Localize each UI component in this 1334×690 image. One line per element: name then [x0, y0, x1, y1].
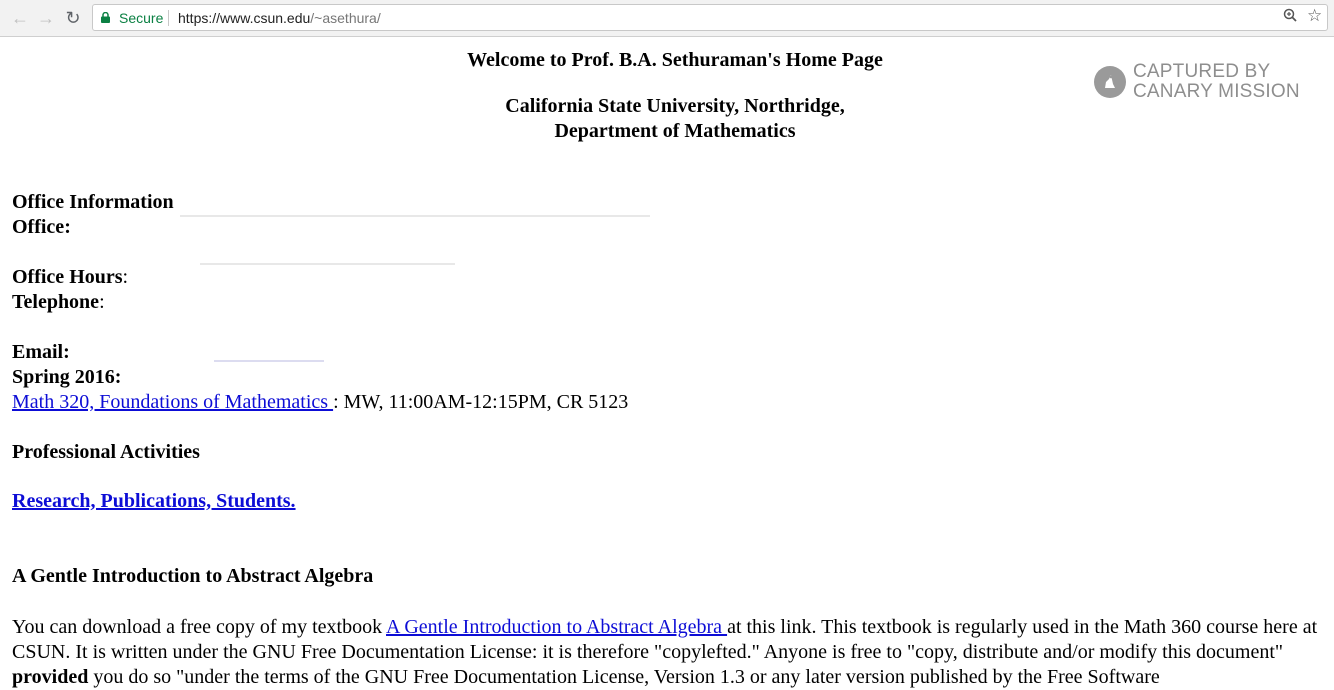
url-path: /~asethura/ [310, 10, 381, 26]
redacted-office [180, 215, 650, 217]
redacted-hours [200, 263, 455, 265]
telephone-row [12, 291, 105, 314]
office-hours-row [12, 266, 128, 289]
watermark-line-1: CAPTURED BY [1133, 61, 1271, 82]
research-row [12, 490, 296, 513]
browser-toolbar [0, 0, 1334, 37]
course-details: : MW, 11:00AM-12:15PM, CR 5123 [333, 391, 629, 413]
lock-icon [101, 12, 110, 23]
forward-arrow-icon[interactable]: → [37, 7, 55, 28]
telephone-label: Telephone [12, 291, 100, 313]
url-text[interactable] [178, 10, 381, 26]
watermark-text [1133, 62, 1300, 102]
semester-label: Spring 2016: [12, 366, 122, 388]
para-bold: provided [12, 666, 89, 688]
back-arrow-icon[interactable]: ← [11, 7, 29, 28]
email-label: Email: [12, 341, 70, 363]
reload-icon[interactable]: ↻ [65, 7, 81, 28]
institution-line-1: California State University, Northridge, [505, 95, 845, 117]
capture-watermark [1094, 63, 1314, 105]
course-row [12, 391, 628, 414]
office-hours-label: Office Hours [12, 266, 123, 288]
bookmark-star-icon[interactable]: ☆ [1307, 6, 1323, 25]
office-label: Office: [12, 216, 71, 238]
canary-logo-icon [1094, 66, 1126, 98]
address-separator [168, 10, 169, 26]
research-link[interactable]: Research, Publications, Students. [12, 490, 296, 512]
institution-line-2: Department of Mathematics [554, 120, 796, 142]
zoom-icon[interactable] [1283, 8, 1297, 26]
office-hours-colon: : [122, 266, 129, 288]
para-text-2: at this link. This textbook is regularly used in the Math 360 course here at CSUN. It is written under the GNU Free Documentation License: it is therefore "copylefted." Anyone is free to "copy, distribute and/or modify this document" [12, 616, 1318, 663]
secure-label: Secure [119, 10, 164, 26]
activities-heading: Professional Activities [12, 441, 200, 463]
office-info-heading: Office Information [12, 191, 174, 213]
para-text-1: You can download a free copy of my textbook [12, 616, 387, 638]
book-link[interactable]: A Gentle Introduction to Abstract Algebra [386, 616, 728, 638]
para-text-3: you do so "under the terms of the GNU Free Documentation License, Version 1.3 or any later version published by the Free Software [88, 666, 1160, 688]
page-content [0, 37, 1334, 688]
book-paragraph [12, 615, 1330, 690]
redacted-email [214, 360, 324, 362]
address-bar[interactable] [92, 4, 1328, 31]
page-title: Welcome to Prof. B.A. Sethuraman's Home Page [467, 49, 883, 71]
url-host: https://www.csun.edu [178, 10, 311, 26]
telephone-colon: : [99, 291, 105, 313]
watermark-line-2: CANARY MISSION [1133, 81, 1300, 102]
course-link[interactable]: Math 320, Foundations of Mathematics [12, 391, 334, 413]
book-heading: A Gentle Introduction to Abstract Algebra [12, 565, 374, 587]
